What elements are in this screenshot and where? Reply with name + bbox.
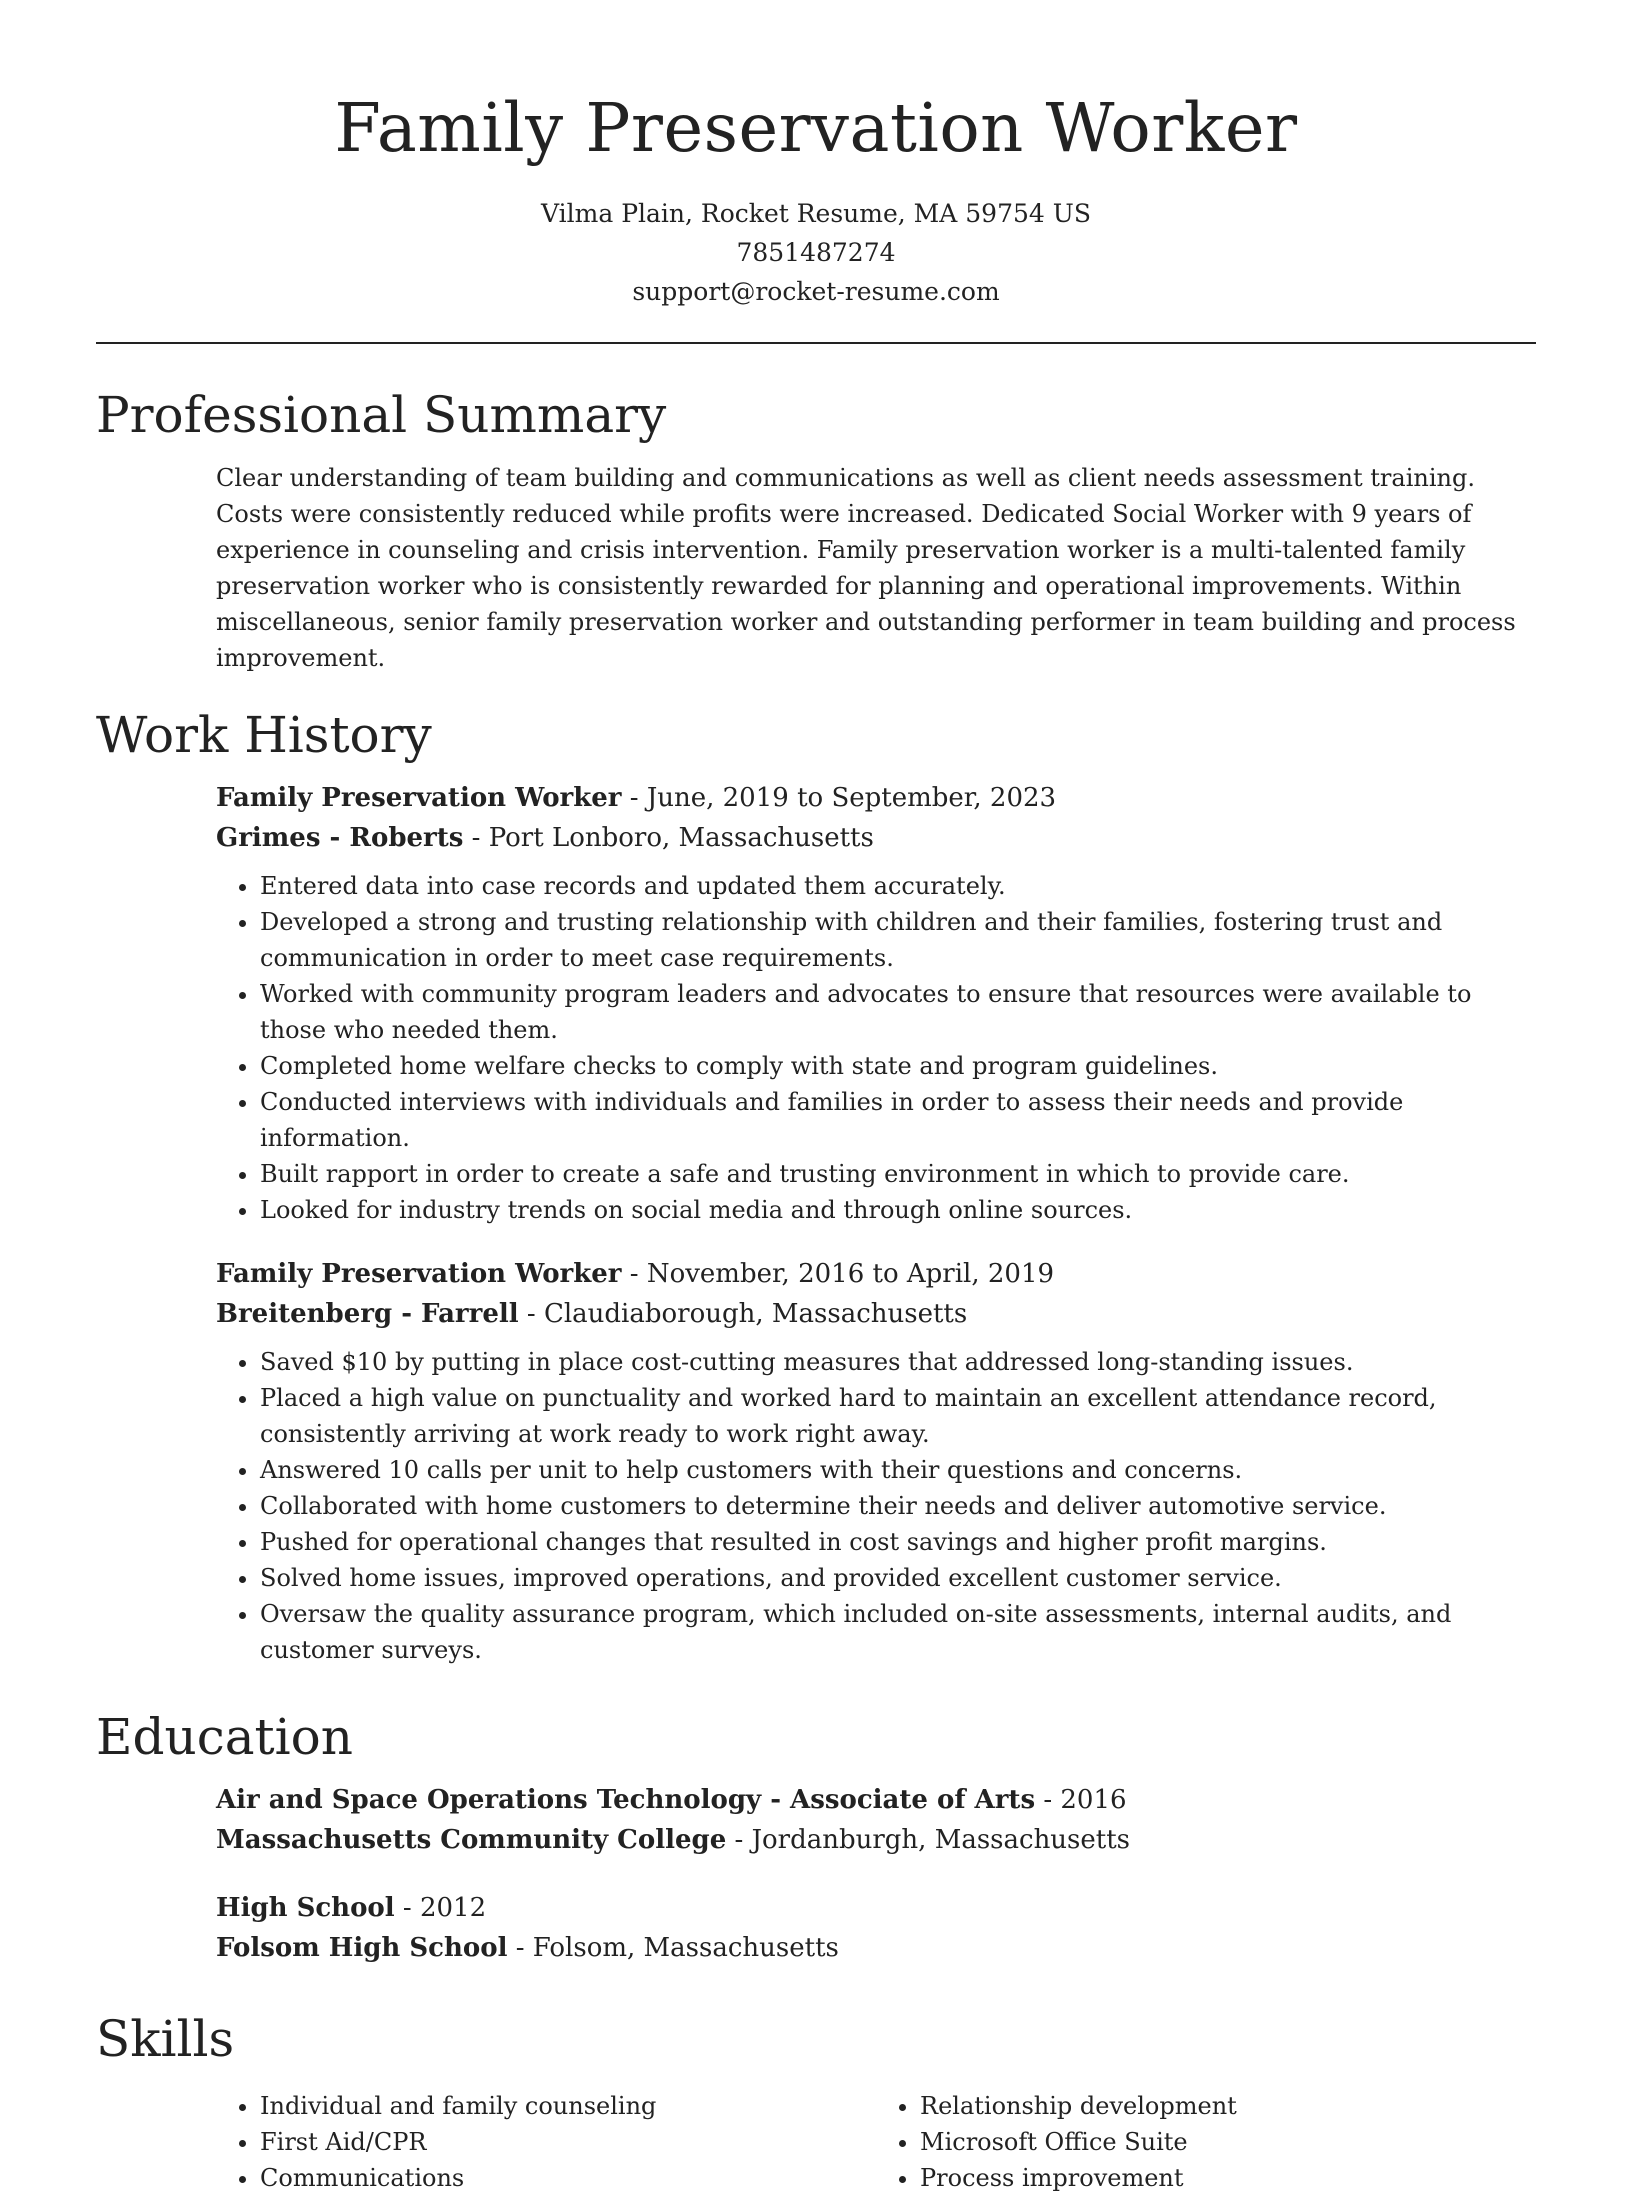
skill-item: • Communications: [260, 2160, 876, 2196]
candidate-name: Family Preservation Worker: [334, 89, 1298, 167]
skills-column-left: [216, 2088, 876, 2196]
job-duty-item: • Pushed for operational changes that resulted in cost savings and higher profit margins.: [260, 1524, 1536, 1560]
contact-block: [0, 194, 1632, 311]
education-degree: High School: [216, 1893, 395, 1923]
education-location: - Jordanburgh, Massachusetts: [734, 1825, 1131, 1855]
job-duty-item: • Oversaw the quality assurance program, which included on-site assessments, internal audits, and customer surveys.: [260, 1596, 1536, 1668]
skills-heading: Skills: [96, 2010, 235, 2068]
job-duty-item: • Saved $10 by putting in place cost-cutting measures that addressed long-standing issues.: [260, 1344, 1536, 1380]
job-duty-item: • Completed home welfare checks to comply with state and program guidelines.: [260, 1048, 1536, 1084]
education-degree-line: [216, 1888, 1536, 1928]
contact-phone: 7851487274: [736, 238, 896, 267]
summary-heading: Professional Summary: [96, 386, 667, 444]
summary-text: Clear understanding of team building and communications as well as client needs assessment training. Costs were consistently reduced while profits were increased. Dedicated Social Worker with 9 years of experience in counseling and crisis intervention. Family preservation worker is a multi-talented family preservation worker who is consistently rewarded for planning and operational improvements. Within miscellaneous, senior family preservation worker and outstanding performer in team building and process improvement.: [216, 464, 1516, 672]
work-history-heading: Work History: [96, 706, 432, 764]
skills-column-right: [876, 2088, 1536, 2196]
job-dates: - June, 2019 to September, 2023: [629, 783, 1057, 813]
skills-list: [216, 2082, 1536, 2196]
job-duty-item: • Conducted interviews with individuals and families in order to assess their needs and provide information.: [260, 1084, 1536, 1156]
resume-body: [96, 372, 1536, 2196]
job-duty-item: • Answered 10 calls per unit to help customers with their questions and concerns.: [260, 1452, 1536, 1488]
job-company: Grimes - Roberts: [216, 823, 464, 853]
job-company-line: [216, 1294, 1536, 1334]
skill-item: • Relationship development: [920, 2088, 1536, 2124]
job-duty-item: • Collaborated with home customers to determine their needs and deliver automotive service.: [260, 1488, 1536, 1524]
job-location: - Claudiaborough, Massachusetts: [526, 1299, 968, 1329]
education-school-line: [216, 1928, 1536, 1968]
job-duty-item: • Placed a high value on punctuality and worked hard to maintain an excellent attendance record, consistently arriving at work ready to work right away.: [260, 1380, 1536, 1452]
job-duty-item: • Looked for industry trends on social media and through online sources.: [260, 1192, 1536, 1228]
job-entry: [216, 1254, 1536, 1668]
contact-email: support@rocket-resume.com: [632, 277, 1000, 306]
contact-address: Vilma Plain, Rocket Resume, MA 59754 US: [541, 199, 1091, 228]
job-location: - Port Lonboro, Massachusetts: [471, 823, 874, 853]
skill-item: • Microsoft Office Suite: [920, 2124, 1536, 2160]
job-role: Family Preservation Worker: [216, 1259, 622, 1289]
skill-item: • First Aid/CPR: [260, 2124, 876, 2160]
education-school-line: [216, 1820, 1536, 1860]
education-year: - 2016: [1043, 1785, 1127, 1815]
education-degree: Air and Space Operations Technology - Associate of Arts: [216, 1785, 1036, 1815]
job-dates: - November, 2016 to April, 2019: [629, 1259, 1055, 1289]
education-degree-line: [216, 1780, 1536, 1820]
job-duties: [216, 868, 1536, 1228]
education-year: - 2012: [402, 1893, 487, 1923]
job-duty-item: • Solved home issues, improved operations, and provided excellent customer service.: [260, 1560, 1536, 1596]
education-entry: [216, 1888, 1536, 1968]
job-title-line: [216, 778, 1536, 818]
resume-header: [0, 0, 1632, 311]
job-entry: [216, 778, 1536, 1228]
education-heading: Education: [96, 1708, 353, 1766]
job-role: Family Preservation Worker: [216, 783, 622, 813]
skill-item: • Individual and family counseling: [260, 2088, 876, 2124]
skill-item: • Process improvement: [920, 2160, 1536, 2196]
education-location: - Folsom, Massachusetts: [515, 1933, 839, 1963]
education-school: Massachusetts Community College: [216, 1825, 727, 1855]
education-school: Folsom High School: [216, 1933, 508, 1963]
job-duty-item: • Entered data into case records and updated them accurately.: [260, 868, 1536, 904]
job-duty-item: • Built rapport in order to create a safe and trusting environment in which to provide care.: [260, 1156, 1536, 1192]
job-company-line: [216, 818, 1536, 858]
job-company: Breitenberg - Farrell: [216, 1299, 519, 1329]
job-title-line: [216, 1254, 1536, 1294]
header-divider: [96, 342, 1536, 344]
job-duty-item: • Worked with community program leaders and advocates to ensure that resources were available to those who needed them.: [260, 976, 1536, 1048]
education-entry: [216, 1780, 1536, 1860]
job-duties: [216, 1344, 1536, 1668]
job-duty-item: • Developed a strong and trusting relationship with children and their families, fostering trust and communication in order to meet case requirements.: [260, 904, 1536, 976]
